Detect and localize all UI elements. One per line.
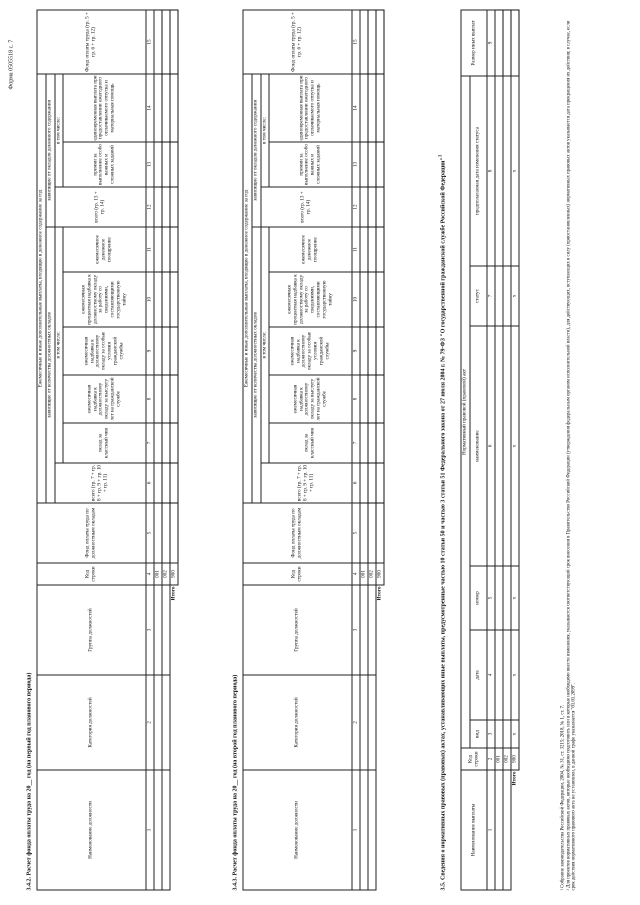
- h-title: наименование: [470, 326, 487, 566]
- x-cell: x: [511, 630, 519, 720]
- row-code: 002: [368, 563, 376, 585]
- h-fund-total: Фонд оплаты труда (гр. 5 + гр. 6 + гр. 12): [37, 10, 146, 74]
- col-num: 1: [146, 770, 154, 890]
- h-group: Группа должностей: [37, 585, 146, 675]
- h-c7: оклад за классный чин: [269, 423, 352, 463]
- h-total2: всего (гр. 13 + гр. 14): [55, 187, 146, 227]
- col-num: 12: [146, 187, 154, 227]
- h-amount: Размер иных выплат: [461, 10, 487, 76]
- row-code: 002: [503, 748, 511, 770]
- h-c10: ежемесячная процентная надбавка к должностному окладу за работу со сведениями, составляющими государственную тайну: [269, 272, 352, 327]
- total-row: [376, 10, 384, 890]
- col-num: 7: [146, 423, 154, 463]
- h-group: Группа должностей: [243, 585, 352, 675]
- col-num: 6: [352, 463, 360, 503]
- row-code: 900: [376, 563, 384, 585]
- h-monthly: Ежемесячные и иные дополнительные выплаты, входящие в денежное содержание за год: [243, 74, 252, 503]
- h-incl: в том числе:: [261, 227, 269, 463]
- section-35-title-text: 3.5. Сведения о нормативных правовых (правовых) актах, устанавливающих иные выплаты, предусмотренные частью 10 статьи 50 и частью 3 статьи 51 Федерального закона от 27 июля 2004 г. № 79-ФЗ "О государственной гражданской службе Российской Федерации": [440, 157, 447, 891]
- h-total: всего (гр. 7 + гр. 8 + гр. 9 + гр. 10 + гр. 11): [55, 463, 146, 503]
- table-row: [162, 10, 170, 890]
- h-total2: всего (гр. 13 + гр. 14): [261, 187, 352, 227]
- h-category: Категория должностей: [37, 675, 146, 770]
- h-date: дата: [470, 630, 487, 720]
- table-35: [461, 9, 520, 890]
- h-name: Наименование должности: [37, 770, 146, 890]
- col-num: 9: [487, 10, 495, 76]
- col-num: 8: [352, 375, 360, 423]
- table-row: [360, 10, 368, 890]
- h-payment-name: Наименование выплаты: [461, 770, 487, 890]
- h-category: Категория должностей: [243, 675, 352, 770]
- col-num: 3: [146, 585, 154, 675]
- x-cell: x: [511, 720, 519, 748]
- col-num: 1: [487, 770, 495, 890]
- section-343-title: 3.4.3. Расчет фонда оплаты труда на 20__ год (на второй год планового периода): [232, 674, 239, 891]
- col-num: 11: [146, 227, 154, 272]
- h-code: Код строки: [243, 563, 352, 585]
- footnote-2: ² Для проектов нормативных правовых актов, которые необходимо подготовить или в которые необходимо внести изменения, указывается соответствующий срок внесения в Правительство Российской Федерации (утверждения федеральным органом исполнительной власти), для действующих, вступающих в силу (приостановленных) нормативных правовых актов указывается дата прекращения их действия; в случае, если срок действия нормативного правового акта не установлен, в данной графе указывается "01.01.2099".: [566, 20, 577, 891]
- row-code: 001: [360, 563, 368, 585]
- col-num: 13: [352, 142, 360, 187]
- h-incl: в том числе:: [55, 227, 63, 463]
- col-num: 15: [146, 10, 154, 74]
- col-num: 9: [352, 327, 360, 375]
- h-fund-positions: Фонд оплаты труда по должностным окладам: [37, 503, 146, 563]
- h-c14: единовременная выплата при предоставлении ежегодного оплачиваемого отпуска и материальная помощь: [63, 74, 146, 142]
- col-num: 3: [487, 720, 495, 748]
- total-row: [170, 10, 178, 890]
- h-code: Код строки: [37, 563, 146, 585]
- col-number-row: [146, 10, 154, 890]
- table-342: [37, 9, 179, 890]
- col-num: 1: [352, 770, 360, 890]
- table-row: [503, 10, 511, 890]
- h-status: статус: [470, 266, 487, 326]
- h-act: Нормативный правовой (правовой) акт: [461, 76, 470, 748]
- x-cell: x: [511, 266, 519, 326]
- col-num: 14: [352, 74, 360, 142]
- x-cell: x: [511, 76, 519, 266]
- x-cell: x: [511, 566, 519, 630]
- row-code: 900: [511, 748, 519, 770]
- total-label: Итого: [170, 586, 177, 601]
- h-vid: вид: [470, 720, 487, 748]
- col-num: 6: [146, 463, 154, 503]
- h-total: всего (гр. 7 + гр. 8 + гр. 9 + гр. 10 + гр. 11): [261, 463, 352, 503]
- footnote-mark: 1: [438, 154, 444, 158]
- table-343: [243, 9, 385, 890]
- col-num: 4: [487, 630, 495, 720]
- col-num: 8: [487, 76, 495, 266]
- h-fund-total: Фонд оплаты труда (гр. 5 + гр. 6 + гр. 12): [243, 10, 352, 74]
- col-number-row: [487, 10, 495, 890]
- col-num: 4: [352, 563, 360, 585]
- section-35-title: [438, 31, 448, 891]
- h-c8: ежемесячная надбавка к должностному окладу за выслугу лет на гражданской службе: [269, 375, 352, 423]
- h-c14: единовременная выплата при предоставлении ежегодного оплачиваемого отпуска и материальная помощь: [269, 74, 352, 142]
- col-num: 13: [146, 142, 154, 187]
- row-code: 900: [170, 563, 178, 585]
- form-code: Форма 0505518 с. 7: [8, 39, 15, 90]
- col-num: 2: [352, 675, 360, 770]
- col-num: 4: [146, 563, 154, 585]
- h-name: Наименование должности: [243, 770, 352, 890]
- h-dependent-pay: зависящие от окладов денежного содержания: [46, 74, 55, 227]
- h-c8: ежемесячная надбавка к должностному окладу за выслугу лет на гражданской службе: [63, 375, 146, 423]
- col-num: 9: [146, 327, 154, 375]
- col-number-row: [352, 10, 360, 890]
- h-c7: оклад за классный чин: [63, 423, 146, 463]
- col-num: 2: [146, 675, 154, 770]
- col-num: 7: [487, 266, 495, 326]
- h-status-date: предполагаемая дата изменения статуса: [470, 76, 487, 266]
- col-num: 12: [352, 187, 360, 227]
- x-cell: x: [511, 326, 519, 566]
- table-row: [368, 10, 376, 890]
- col-num: 8: [146, 375, 154, 423]
- h-dependent: зависящие от количества должностных окладов: [252, 227, 261, 503]
- h-c11: ежемесячное денежное поощрение: [269, 227, 352, 272]
- h-c9: ежемесячная надбавка к должностному окладу за особые условия гражданской службы: [63, 327, 146, 375]
- section-342-title: 3.4.2. Расчет фонда оплаты труда на 20__ год (на первый год планового периода): [26, 672, 33, 891]
- col-num: 5: [352, 503, 360, 563]
- row-code: 001: [154, 563, 162, 585]
- h-c13: премии за выполнение особо важных и сложных заданий: [63, 142, 146, 187]
- h-number: номер: [470, 566, 487, 630]
- h-incl2: в том числе:: [261, 74, 269, 187]
- col-num: 5: [487, 566, 495, 630]
- col-num: 7: [352, 423, 360, 463]
- total-label: Итого: [376, 586, 383, 601]
- col-num: 6: [487, 326, 495, 566]
- col-num: 10: [352, 272, 360, 327]
- total-row: [511, 10, 519, 890]
- h-c13: премии за выполнение особо важных и сложных заданий: [269, 142, 352, 187]
- total-label: Итого: [511, 771, 518, 786]
- h-c9: ежемесячная надбавка к должностному окладу за особые условия гражданской службы: [269, 327, 352, 375]
- col-num: 2: [487, 748, 495, 770]
- h-dependent: зависящие от количества должностных окладов: [46, 227, 55, 503]
- col-num: 3: [352, 585, 360, 675]
- row-code: 002: [162, 563, 170, 585]
- h-monthly: Ежемесячные и иные дополнительные выплаты, входящие в денежное содержание за год: [37, 74, 46, 503]
- table-row: [495, 10, 503, 890]
- footnotes: [561, 21, 578, 891]
- table-row: [154, 10, 162, 890]
- col-num: 10: [146, 272, 154, 327]
- col-num: 5: [146, 503, 154, 563]
- rotated-form: [1, 0, 640, 905]
- col-num: 15: [352, 10, 360, 74]
- h-c10: ежемесячная процентная надбавка к должностному окладу за работу со сведениями, составляющими государственную тайну: [63, 272, 146, 327]
- col-num: 14: [146, 74, 154, 142]
- col-num: 11: [352, 227, 360, 272]
- h-incl2: в том числе:: [55, 74, 63, 187]
- row-code: 001: [495, 748, 503, 770]
- h-fund-positions: Фонд оплаты труда по должностным окладам: [243, 503, 352, 563]
- h-code: Код строки: [461, 748, 487, 770]
- h-dependent-pay: зависящие от окладов денежного содержания: [252, 74, 261, 227]
- h-c11: ежемесячное денежное поощрение: [63, 227, 146, 272]
- footnote-1: ¹ Собрание законодательства Российской Федерации, 2004, № 31, ст. 3215; 2018, № 1, ст. 7.: [560, 704, 566, 891]
